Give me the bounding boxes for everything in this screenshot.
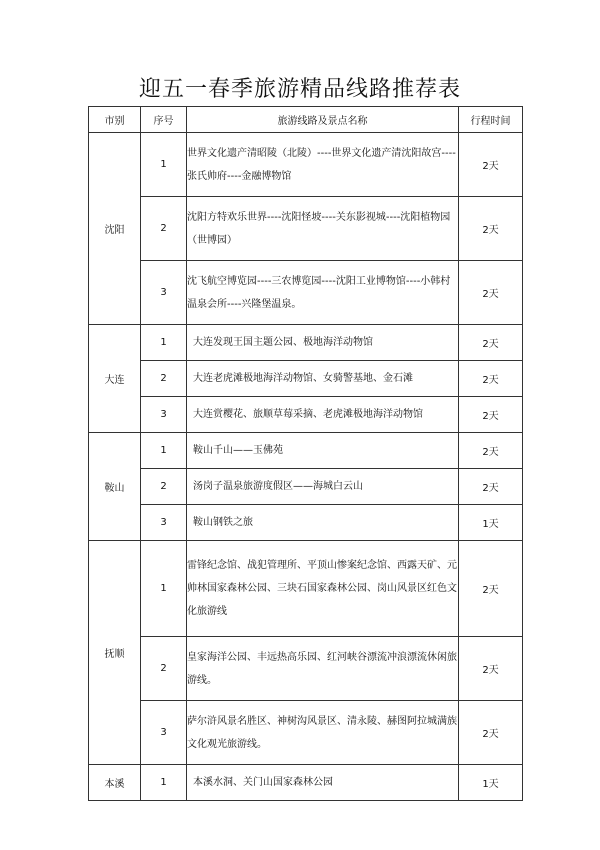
seq-cell: 1 (141, 765, 187, 801)
city-cell: 大连 (89, 325, 141, 433)
route-cell: 皇家海洋公园、丰远热高乐园、红河峡谷漂流冲浪漂流休闲旅游线。 (187, 637, 459, 701)
route-cell: 世界文化遗产清昭陵（北陵）----世界文化遗产清沈阳故宫----张氏帅府----金融博物馆 (187, 133, 459, 197)
table-row (89, 765, 523, 801)
route-cell: 沈飞航空博览园----三农博览园----沈阳工业博物馆----小韩村温泉会所----兴隆堡温泉。 (187, 261, 459, 325)
city-cell: 鞍山 (89, 433, 141, 541)
seq-cell: 3 (141, 261, 187, 325)
route-cell: 大连发现王国主题公园、极地海洋动物馆 (187, 325, 459, 361)
table-row (89, 261, 523, 325)
header-city: 市别 (89, 107, 141, 133)
city-cell: 抚顺 (89, 541, 141, 765)
seq-cell: 1 (141, 325, 187, 361)
page-title: 迎五一春季旅游精品线路推荐表 (138, 77, 461, 102)
time-cell: 2天 (459, 133, 523, 197)
seq-cell: 1 (141, 433, 187, 469)
route-cell: 鞍山千山——玉佛苑 (187, 433, 459, 469)
header-time: 行程时间 (459, 107, 523, 133)
route-cell: 雷锋纪念馆、战犯管理所、平顶山惨案纪念馆、西露天矿、元帅林国家森林公园、三块石国家森林公园、岗山风景区红色文化旅游线 (187, 541, 459, 637)
route-cell: 大连老虎滩极地海洋动物馆、女骑警基地、金石滩 (187, 361, 459, 397)
route-cell: 鞍山钢铁之旅 (187, 505, 459, 541)
route-cell: 大连赏樱花、旅顺草莓采摘、老虎滩极地海洋动物馆 (187, 397, 459, 433)
seq-cell: 3 (141, 701, 187, 765)
table-row (89, 469, 523, 505)
time-cell: 2天 (459, 433, 523, 469)
header-route: 旅游线路及景点名称 (187, 107, 459, 133)
table-row (89, 361, 523, 397)
table-row (89, 397, 523, 433)
seq-cell: 3 (141, 397, 187, 433)
city-cell: 沈阳 (89, 133, 141, 325)
header-seq: 序号 (141, 107, 187, 133)
seq-cell: 1 (141, 541, 187, 637)
time-cell: 2天 (459, 197, 523, 261)
seq-cell: 2 (141, 637, 187, 701)
seq-cell: 1 (141, 133, 187, 197)
table-row (89, 197, 523, 261)
routes-table (88, 106, 523, 801)
table-row (89, 637, 523, 701)
route-cell: 汤岗子温泉旅游度假区——海城白云山 (187, 469, 459, 505)
time-cell: 2天 (459, 397, 523, 433)
seq-cell: 2 (141, 469, 187, 505)
time-cell: 2天 (459, 637, 523, 701)
time-cell: 2天 (459, 361, 523, 397)
route-cell: 沈阳方特欢乐世界----沈阳怪坡----关东影视城----沈阳植物园（世博园） (187, 197, 459, 261)
route-cell: 萨尔浒风景名胜区、神树沟风景区、清永陵、赫图阿拉城满族文化观光旅游线。 (187, 701, 459, 765)
city-cell: 本溪 (89, 765, 141, 801)
time-cell: 2天 (459, 701, 523, 765)
time-cell: 2天 (459, 469, 523, 505)
table-row (89, 701, 523, 765)
seq-cell: 2 (141, 197, 187, 261)
table-row (89, 325, 523, 361)
time-cell: 1天 (459, 765, 523, 801)
seq-cell: 3 (141, 505, 187, 541)
table-row (89, 433, 523, 469)
time-cell: 2天 (459, 325, 523, 361)
time-cell: 1天 (459, 505, 523, 541)
time-cell: 2天 (459, 541, 523, 637)
table-row (89, 505, 523, 541)
time-cell: 2天 (459, 261, 523, 325)
table-header-row (89, 107, 523, 133)
table-row (89, 541, 523, 637)
seq-cell: 2 (141, 361, 187, 397)
route-cell: 本溪水洞、关门山国家森林公园 (187, 765, 459, 801)
table-row (89, 133, 523, 197)
